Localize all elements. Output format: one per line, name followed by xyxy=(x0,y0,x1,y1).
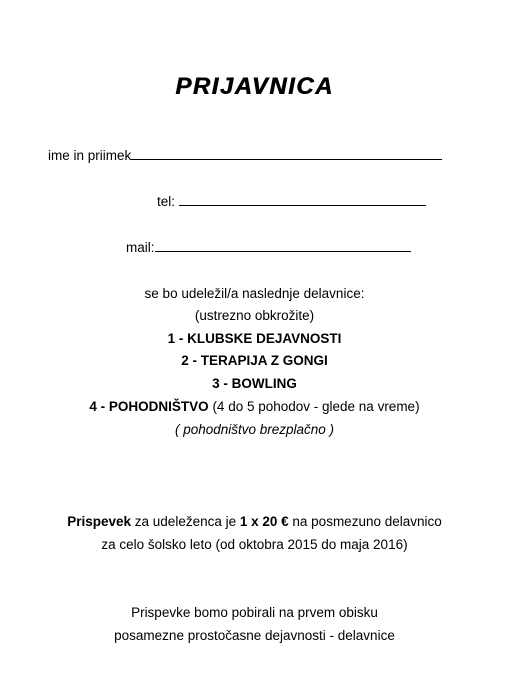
mail-blank-line[interactable] xyxy=(155,238,411,252)
contribution-text-1: za udeleženca je xyxy=(131,514,240,529)
workshop-option-2[interactable]: 2 - TERAPIJA Z GONGI xyxy=(181,353,328,368)
workshop-option-4[interactable] xyxy=(0,398,509,416)
workshops-instruction: (ustrezno obkrožite) xyxy=(194,308,315,323)
contribution-line-1 xyxy=(0,513,509,531)
workshop-option-3[interactable]: 3 - BOWLING xyxy=(212,376,297,391)
name-label: ime in priimek xyxy=(48,148,132,163)
contribution-text-2: na posmezuno delavnico xyxy=(288,514,442,529)
free-hiking-note: ( pohodništvo brezplačno ) xyxy=(174,422,335,437)
tel-label: tel: xyxy=(157,194,176,209)
mail-label: mail: xyxy=(126,240,155,255)
tel-field[interactable] xyxy=(157,192,426,211)
contribution-line-2: za celo šolsko leto (od oktobra 2015 do maja 2016) xyxy=(101,537,408,552)
mail-field[interactable] xyxy=(126,238,411,257)
contribution-amount: 1 x 20 € xyxy=(239,514,289,529)
workshop-option-4-note: (4 do 5 pohodov - glede na vreme) xyxy=(208,399,420,414)
workshop-option-1[interactable]: 1 - KLUBSKE DEJAVNOSTI xyxy=(167,331,342,346)
collection-line-2: posamezne prostočasne dejavnosti - delavnice xyxy=(114,628,395,643)
name-blank-line[interactable] xyxy=(131,146,442,160)
form-title: PRIJAVNICA xyxy=(175,73,334,100)
contribution-word: Prispevek xyxy=(67,514,132,529)
tel-blank-line[interactable] xyxy=(179,192,426,206)
collection-line-1: Prispevke bomo pobirali na prvem obisku xyxy=(131,605,378,620)
workshop-option-4-label: 4 - POHODNIŠTVO xyxy=(89,399,209,414)
workshops-intro: se bo udeležil/a naslednje delavnice: xyxy=(144,286,365,301)
name-field[interactable] xyxy=(48,146,442,165)
